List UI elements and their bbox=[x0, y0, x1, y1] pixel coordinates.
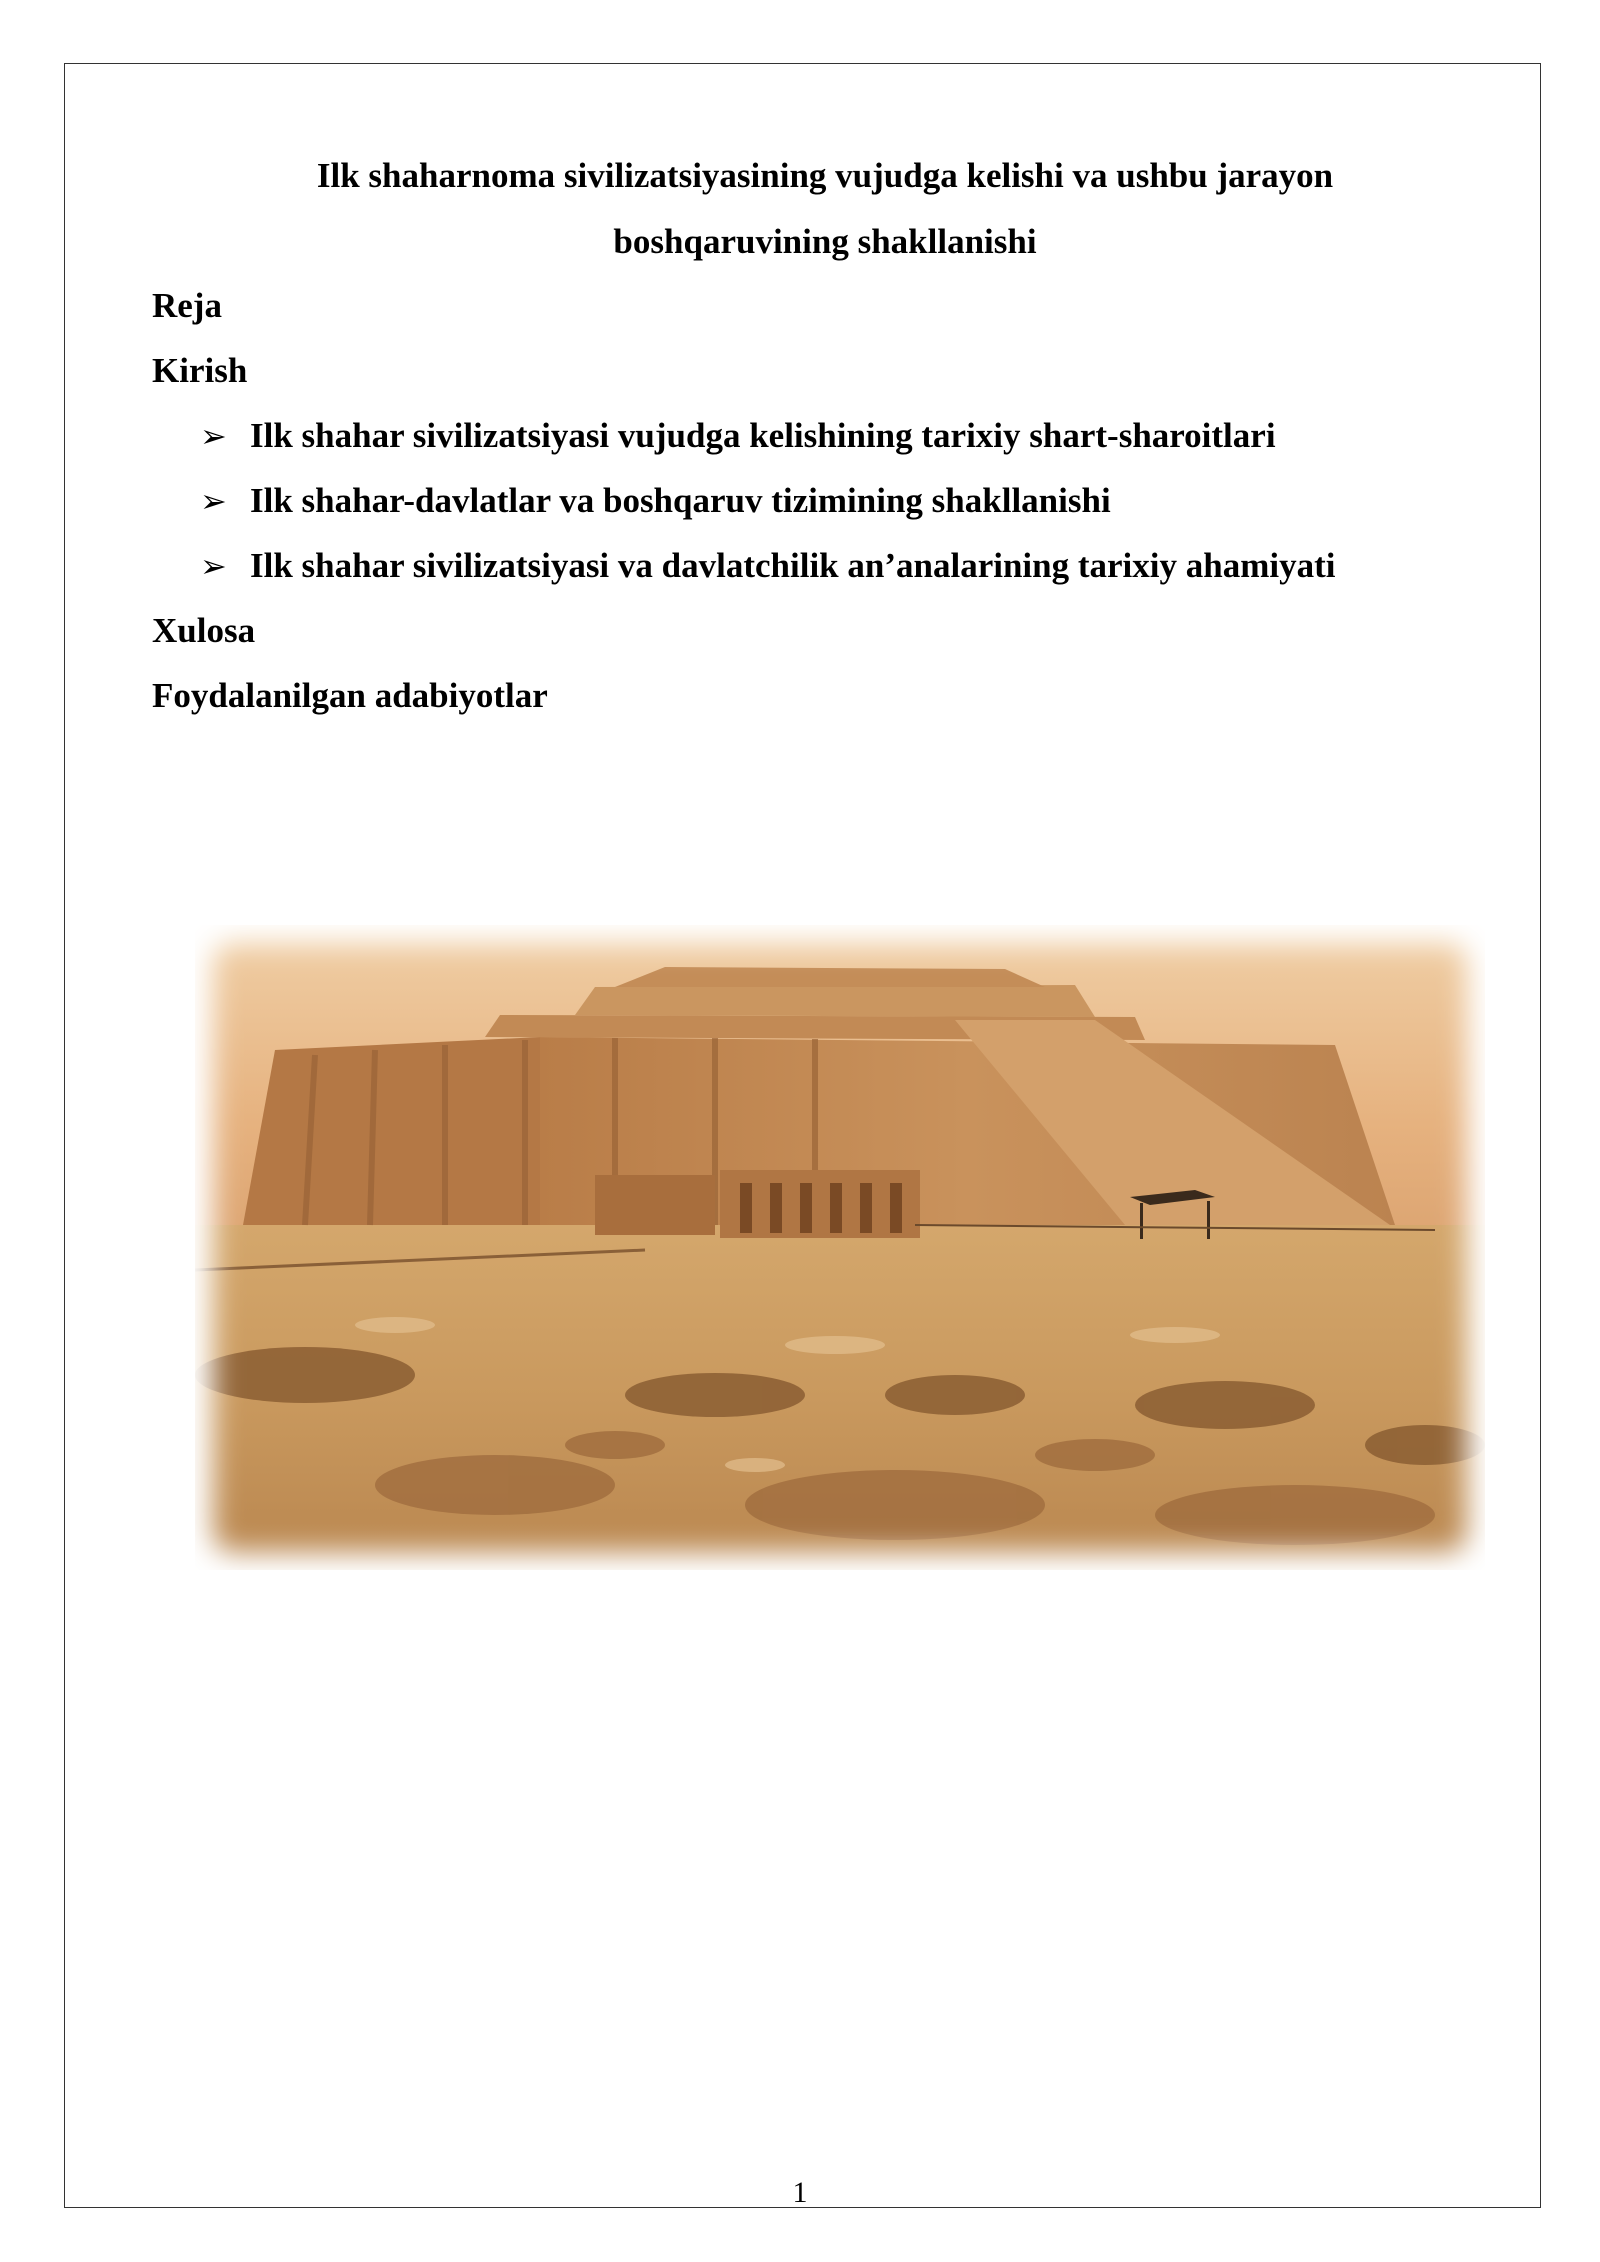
plan-bullet-text: Ilk shahar-davlatlar va boshqaruv tizimining shakllanishi bbox=[250, 481, 1111, 520]
arrow-bullet-icon: ➢ bbox=[200, 482, 227, 520]
arrow-bullet-icon: ➢ bbox=[200, 547, 227, 585]
plan-heading: Reja bbox=[152, 286, 222, 325]
plan-bullet-text: Ilk shahar sivilizatsiyasi vujudga kelishining tarixiy shart-sharoitlari bbox=[250, 416, 1276, 455]
page-number: 1 bbox=[792, 2176, 808, 2209]
conclusion-item: Xulosa bbox=[152, 611, 256, 650]
document-title bbox=[150, 143, 1500, 275]
arrow-bullet-icon: ➢ bbox=[200, 417, 227, 455]
plan-bullet-2 bbox=[200, 481, 1111, 521]
plan-bullet-1 bbox=[200, 416, 1276, 456]
title-line-2: boshqaruvining shakllanishi bbox=[613, 222, 1037, 261]
title-line-1: Ilk shaharnoma sivilizatsiyasining vujudga kelishi va ushbu jarayon bbox=[316, 156, 1334, 195]
ziggurat-photo bbox=[195, 925, 1485, 1570]
plan-bullet-3 bbox=[200, 546, 1335, 586]
references-item: Foydalanilgan adabiyotlar bbox=[152, 676, 548, 715]
intro-item: Kirish bbox=[152, 351, 248, 390]
plan-bullet-text: Ilk shahar sivilizatsiyasi va davlatchilik an’analarining tarixiy ahamiyati bbox=[250, 546, 1336, 585]
